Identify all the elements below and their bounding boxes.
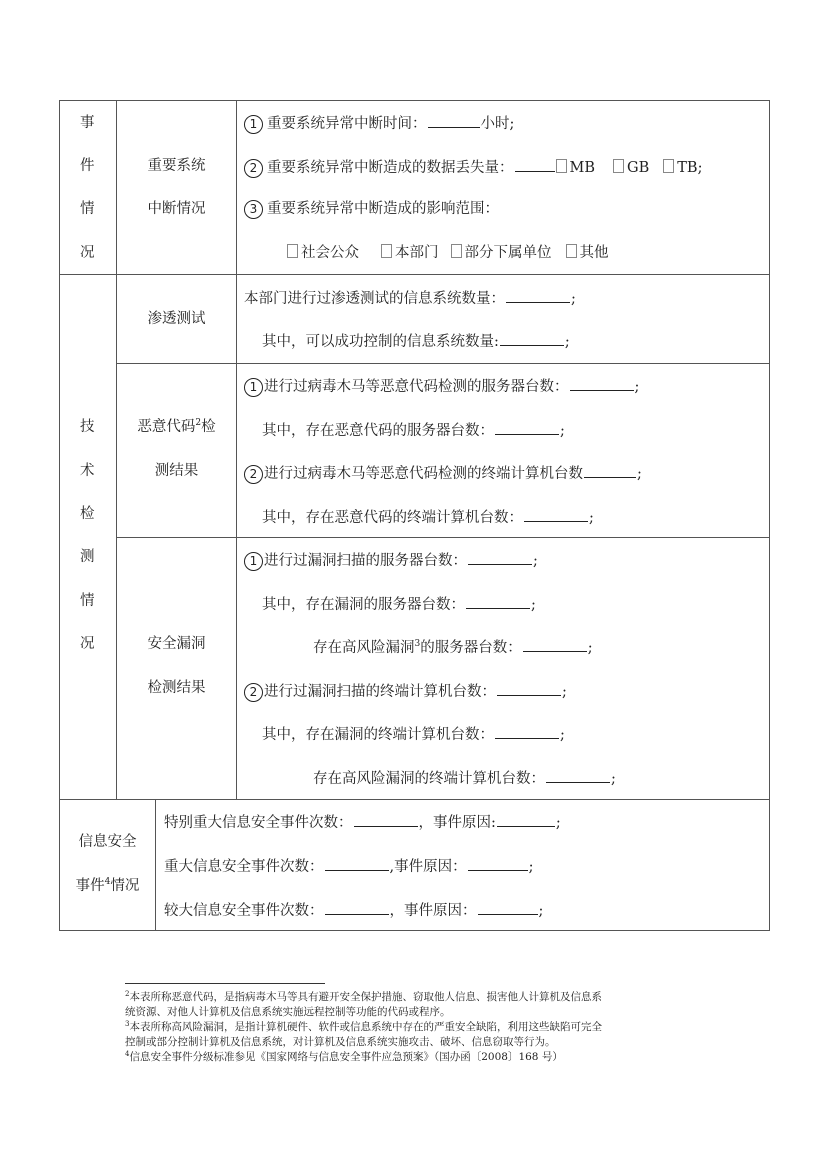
col-divider-2 xyxy=(236,100,237,800)
circled-number: 3 xyxy=(244,200,263,219)
blank-field[interactable] xyxy=(570,376,634,391)
table-border-right xyxy=(769,100,770,931)
pen-line-1: 本部门进行过渗透测试的信息系统数量： ; xyxy=(244,288,576,308)
blank-field[interactable] xyxy=(497,681,561,696)
sec3-label-2: 事件$^4$情况 xyxy=(75,877,140,894)
sec3-row-2: 重大信息安全事件次数： ,事件原因： ; xyxy=(164,856,534,876)
circled-number: 2 xyxy=(244,159,263,178)
sec1-label-char: 件 xyxy=(80,158,95,174)
pen-line-2: 其中，可以成功控制的信息系统数量: ; xyxy=(262,331,570,351)
circled-number: 2 xyxy=(244,465,263,484)
vul-line-6: 存在高风险漏洞的终端计算机台数： ; xyxy=(313,768,616,788)
sec1-q1: 1 重要系统异常中断时间： 小时; xyxy=(244,113,514,134)
blank-field[interactable] xyxy=(354,812,418,827)
circled-number: 1 xyxy=(244,378,263,397)
mal-line-3: 2 进行过病毒木马等恶意代码检测的终端计算机台数 ; xyxy=(244,463,642,484)
sec1-q3: 3 重要系统异常中断造成的影响范围： xyxy=(244,200,499,219)
blank-field[interactable] xyxy=(466,594,530,609)
blank-field[interactable] xyxy=(506,288,570,303)
vul-line-3: 存在高风险漏洞$^3$的服务器台数： ; xyxy=(313,639,593,656)
vul-line-5: 其中，存在漏洞的终端计算机台数： ; xyxy=(262,724,565,744)
blank-field[interactable] xyxy=(495,420,559,435)
vul-line-2: 其中，存在漏洞的服务器台数： ; xyxy=(262,594,536,614)
blank-field[interactable] xyxy=(584,463,636,478)
vul-line-4: 2 进行过漏洞扫描的终端计算机台数： ; xyxy=(244,681,567,702)
vul-label: 检测结果 xyxy=(147,680,206,696)
col-divider-sec3 xyxy=(155,799,156,931)
sec2-label-char: 测 xyxy=(80,549,95,565)
checkbox[interactable] xyxy=(566,244,577,258)
blank-field[interactable] xyxy=(523,637,587,652)
table-border-top xyxy=(59,100,770,101)
sec1-sub-label: 重要系统 xyxy=(147,158,206,174)
footnote-3-line-1: $^3$本表所称高风险漏洞，是指计算机硬件、软件或信息系统中存在的严重安全缺陷，利用这些缺陷可完全 xyxy=(125,1020,602,1033)
blank-field[interactable] xyxy=(325,900,389,915)
table-border-bottom xyxy=(59,930,770,931)
footnote-2-line-1: $^2$本表所称恶意代码，是指病毒木马等具有避开安全保护措施、窃取他人信息、损害他人计算机及信息系 xyxy=(125,990,602,1003)
blank-field[interactable] xyxy=(468,550,532,565)
row-divider-pen xyxy=(116,363,770,364)
sec3-label: 信息安全 xyxy=(78,834,137,850)
sec1-sub-label: 中断情况 xyxy=(147,201,206,217)
blank-field[interactable] xyxy=(546,768,610,783)
vul-label: 安全漏洞 xyxy=(147,636,206,652)
pen-label: 渗透测试 xyxy=(147,311,206,327)
checkbox[interactable] xyxy=(556,159,567,173)
table-border-left xyxy=(59,100,60,931)
checkbox[interactable] xyxy=(381,244,392,258)
sec1-label-char: 情 xyxy=(80,201,95,217)
checkbox[interactable] xyxy=(613,159,624,173)
row-divider-sec2 xyxy=(59,799,770,800)
blank-field[interactable] xyxy=(497,812,555,827)
mal-line-2: 其中，存在恶意代码的服务器台数： ; xyxy=(262,420,565,440)
sec2-label-char: 技 xyxy=(80,419,95,435)
sec1-label-char: 事 xyxy=(80,115,95,131)
blank-field[interactable] xyxy=(515,157,555,172)
sec2-label-char: 术 xyxy=(80,463,95,479)
sec3-row-3: 较大信息安全事件次数： ，事件原因： ; xyxy=(164,900,543,920)
vul-line-1: 1 进行过漏洞扫描的服务器台数： ; xyxy=(244,550,538,571)
row-divider-sec1 xyxy=(59,274,770,275)
sec1-q2: 2 重要系统异常中断造成的数据丢失量： MB GB TB; xyxy=(244,157,702,178)
sec3-row-1: 特别重大信息安全事件次数： ，事件原因: ; xyxy=(164,812,561,832)
blank-field[interactable] xyxy=(428,113,480,128)
sec2-label-char: 况 xyxy=(80,636,95,652)
footnote-4-line-1: $^4$信息安全事件分级标准参见《国家网络与信息安全事件应急预案》（国办函〔2008〕168 号） xyxy=(125,1050,563,1063)
sec2-label-char: 情 xyxy=(80,593,95,609)
footnote-separator xyxy=(125,983,325,984)
mal-label: 恶意代码$^2$检 xyxy=(137,418,216,435)
sec2-label-char: 检 xyxy=(80,506,95,522)
sec1-label-char: 况 xyxy=(80,245,95,261)
checkbox[interactable] xyxy=(663,159,674,173)
mal-label-2: 测结果 xyxy=(154,463,199,479)
circled-number: 1 xyxy=(244,552,263,571)
footnote-3-line-2: 控制或部分控制计算机及信息系统，对计算机及信息系统实施攻击、破坏、信息窃取等行为。 xyxy=(125,1036,556,1048)
blank-field[interactable] xyxy=(500,331,564,346)
blank-field[interactable] xyxy=(524,507,588,522)
mal-line-1: 1 进行过病毒木马等恶意代码检测的服务器台数： ; xyxy=(244,376,639,397)
footnote-2-line-2: 统资源、对他人计算机及信息系统实施远程控制等功能的代码或程序。 xyxy=(125,1006,451,1018)
circled-number: 2 xyxy=(244,683,263,702)
circled-number: 1 xyxy=(244,115,263,134)
row-divider-mal xyxy=(116,537,770,538)
checkbox[interactable] xyxy=(287,244,298,258)
mal-line-4: 其中，存在恶意代码的终端计算机台数： ; xyxy=(262,507,594,527)
sec1-scope-options: 社会公众 本部门 部分下属单位 其他 xyxy=(287,244,609,262)
blank-field[interactable] xyxy=(468,856,528,871)
blank-field[interactable] xyxy=(325,856,389,871)
blank-field[interactable] xyxy=(478,900,538,915)
checkbox[interactable] xyxy=(451,244,462,258)
blank-field[interactable] xyxy=(495,724,559,739)
